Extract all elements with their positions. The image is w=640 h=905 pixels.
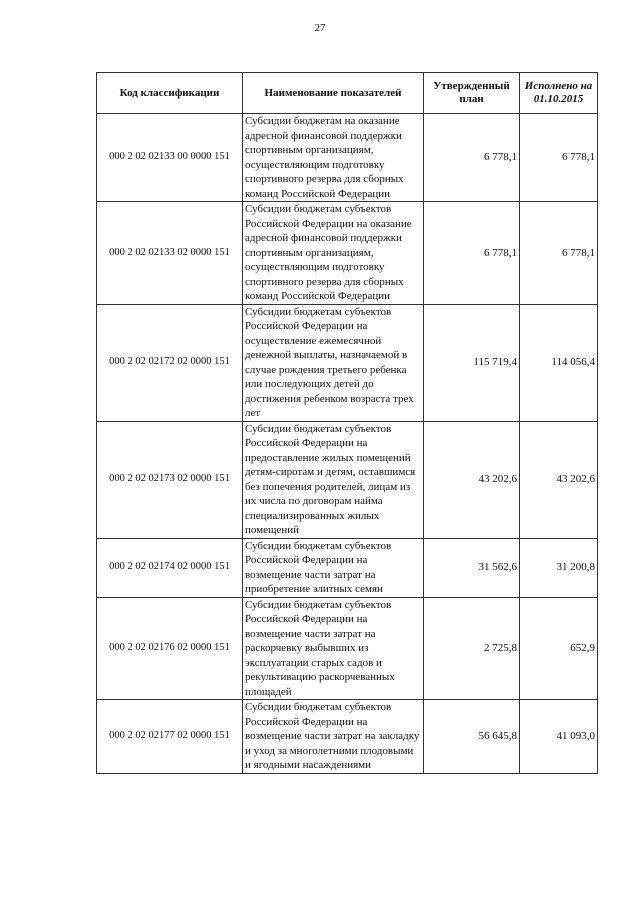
approved-plan-value: 31 562,6 [424, 538, 520, 597]
executed-value: 31 200,8 [520, 538, 598, 597]
approved-plan-value: 2 725,8 [424, 597, 520, 700]
classification-code: 000 2 02 02177 02 0000 151 [97, 700, 243, 774]
approved-plan-value: 43 202,6 [424, 421, 520, 538]
executed-value: 652,9 [520, 597, 598, 700]
indicator-name: Субсидии бюджетам субъектов Российской Федерации на возмещение части затрат на приобретение элитных семян [243, 538, 424, 597]
indicator-name: Субсидии бюджетам субъектов Российской Федерации на возмещение части затрат на раскорчевку выбывших из эксплуатации старых садов и рекультивацию раскорчеванных площадей [243, 597, 424, 700]
approved-plan-value: 56 645,8 [424, 700, 520, 774]
table-row [97, 421, 598, 538]
header-indicator-name: Наименование показателей [243, 73, 424, 114]
header-executed-label: Исполнено на [524, 80, 593, 92]
approved-plan-value: 6 778,1 [424, 202, 520, 305]
classification-code: 000 2 02 02133 00 0000 151 [97, 114, 243, 202]
page-number: 27 [314, 22, 326, 34]
approved-plan-value: 6 778,1 [424, 114, 520, 202]
classification-code: 000 2 02 02133 02 0000 151 [97, 202, 243, 305]
indicator-name: Субсидии бюджетам на оказание адресной финансовой поддержки спортивным организациям, осуществляющим подготовку спортивного резерва для сборных команд Российской Федерации [243, 114, 424, 202]
approved-plan-value: 115 719,4 [424, 304, 520, 421]
classification-code: 000 2 02 02174 02 0000 151 [97, 538, 243, 597]
indicator-name: Субсидии бюджетам субъектов Российской Федерации на возмещение части затрат на закладку и уход за многолетними плодовыми и ягодными насаждениями [243, 700, 424, 774]
classification-code: 000 2 02 02172 02 0000 151 [97, 304, 243, 421]
indicator-name: Субсидии бюджетам субъектов Российской Федерации на оказание адресной финансовой поддержки спортивным организациям, осуществляющим подготовку спортивного резерва для сборных команд Российской Федерации [243, 202, 424, 305]
header-classification-code: Код классификации [97, 73, 243, 114]
indicator-name: Субсидии бюджетам субъектов Российской Федерации на предоставление жилых помещений детям-сиротам и детям, оставшимся без попечения родителей, лицам из их числа по договорам найма специализированных жилых помещений [243, 421, 424, 538]
executed-value: 114 056,4 [520, 304, 598, 421]
executed-value: 6 778,1 [520, 114, 598, 202]
table-row [97, 202, 598, 305]
table-row [97, 304, 598, 421]
table-row [97, 114, 598, 202]
budget-execution-table [96, 72, 598, 774]
executed-value: 41 093,0 [520, 700, 598, 774]
indicator-name: Субсидии бюджетам субъектов Российской Федерации на осуществление ежемесячной денежной выплаты, назначаемой в случае рождения третьего ребенка или последующих детей до достижения ребенком возраста трех лет [243, 304, 424, 421]
header-executed [520, 73, 598, 114]
table-row [97, 538, 598, 597]
header-approved-plan: Утвержденный план [424, 73, 520, 114]
table-row [97, 597, 598, 700]
classification-code: 000 2 02 02173 02 0000 151 [97, 421, 243, 538]
executed-value: 43 202,6 [520, 421, 598, 538]
table-header-row [97, 73, 598, 114]
classification-code: 000 2 02 02176 02 0000 151 [97, 597, 243, 700]
header-executed-date: 01.10.2015 [533, 93, 584, 105]
executed-value: 6 778,1 [520, 202, 598, 305]
table-row [97, 700, 598, 774]
